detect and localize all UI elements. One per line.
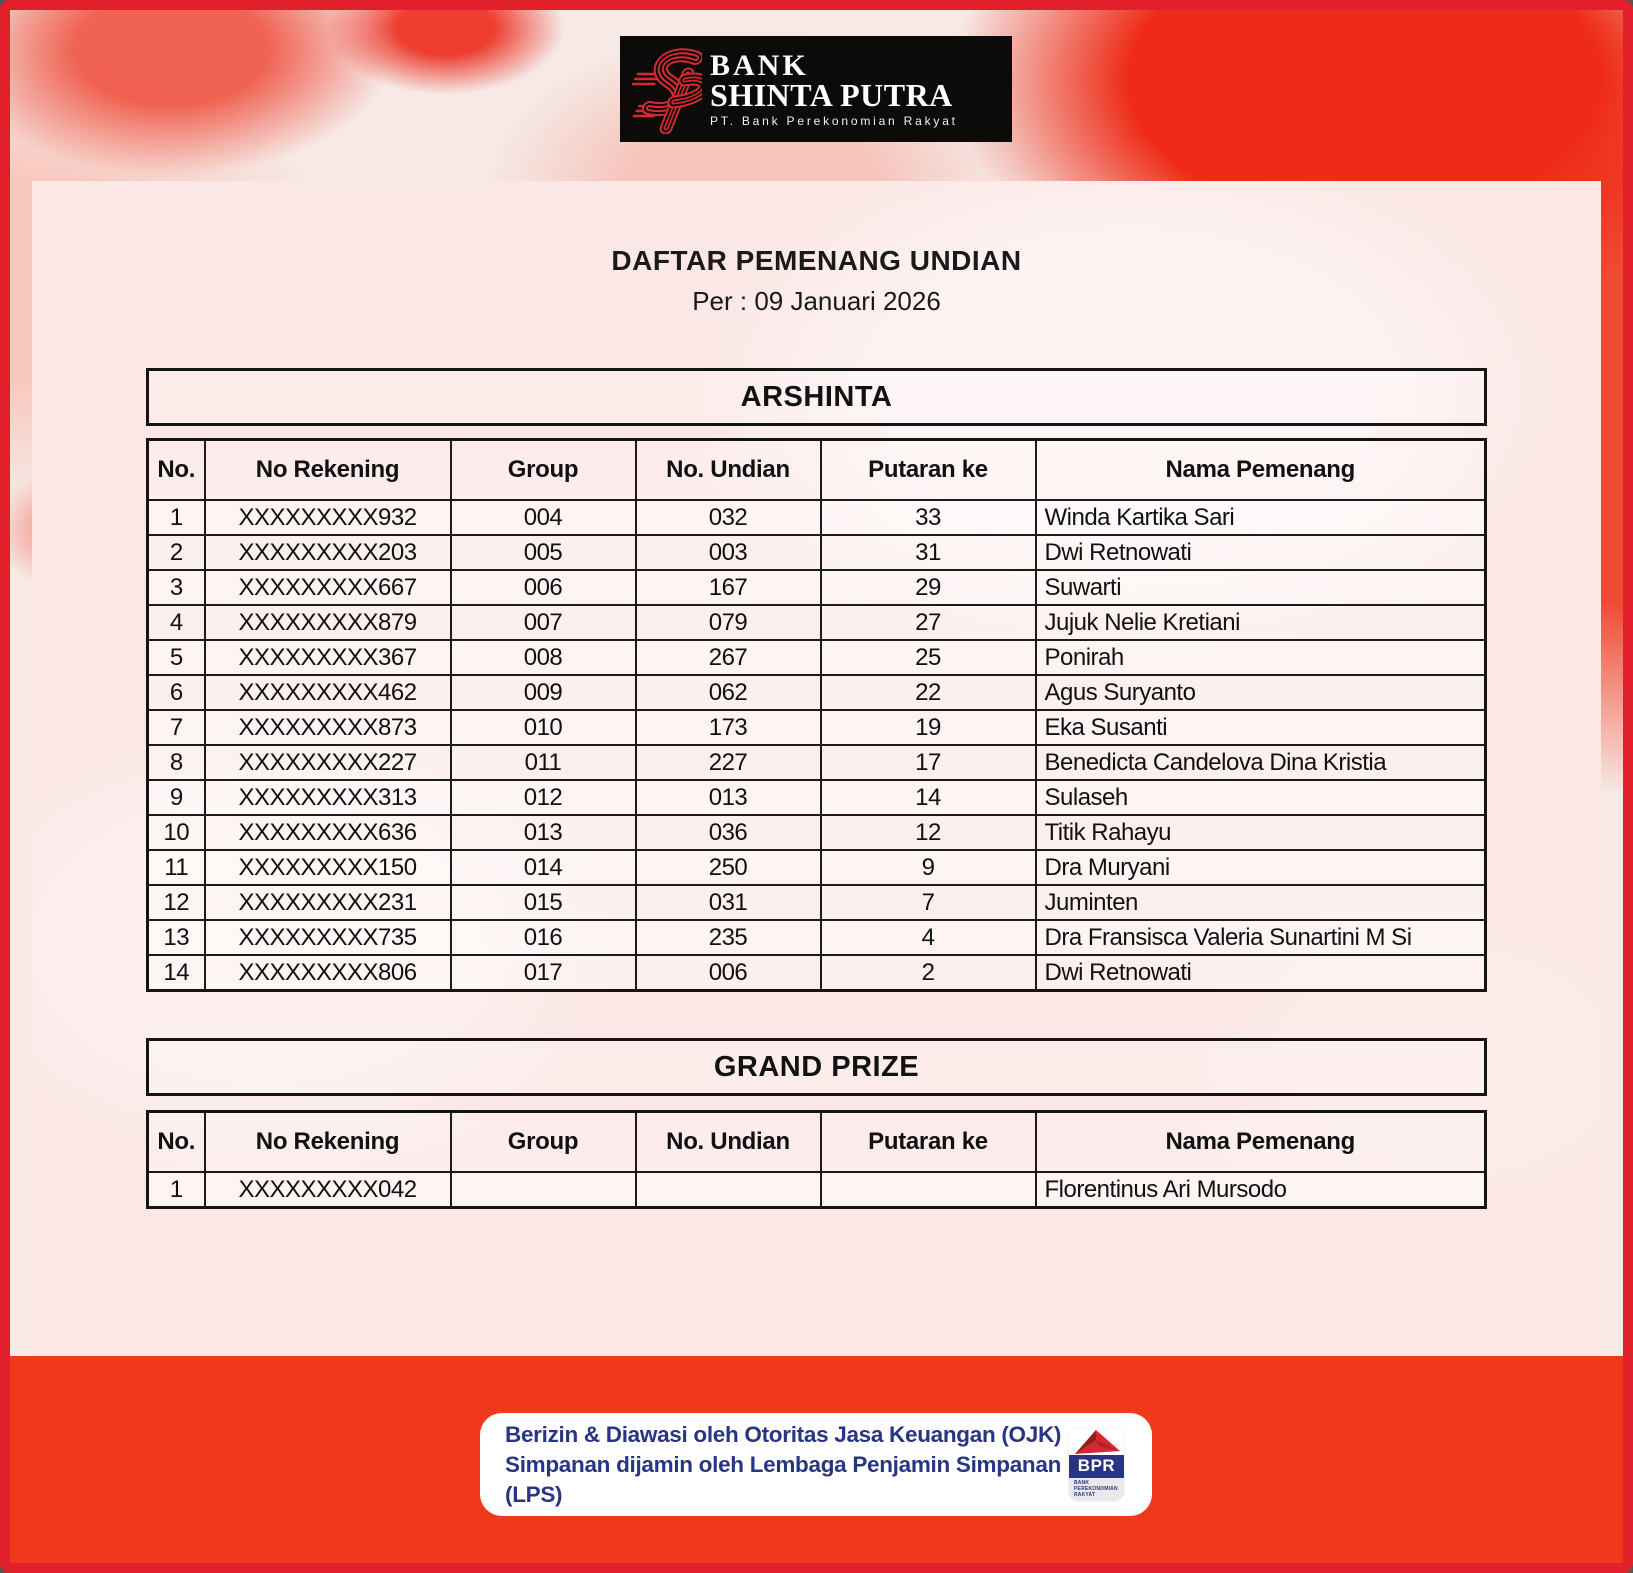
table-cell: XXXXXXXXX313 [205, 780, 451, 815]
bpr-plane-icon [1069, 1428, 1124, 1455]
table-cell: 6 [148, 675, 205, 710]
column-header: No. [148, 440, 205, 501]
table-body [148, 1172, 1486, 1208]
table-header-row [148, 440, 1486, 501]
table-cell: Agus Suryanto [1036, 675, 1486, 710]
table-cell: XXXXXXXXX879 [205, 605, 451, 640]
column-header: Putaran ke [821, 440, 1036, 501]
table-cell [636, 1172, 821, 1208]
table-cell: 004 [451, 500, 636, 535]
ojk-line: Berizin & Diawasi oleh Otoritas Jasa Keuangan (OJK) [505, 1421, 1062, 1447]
table-cell: XXXXXXXXX873 [205, 710, 451, 745]
bpr-sub-line: PEREKONOMIAN [1074, 1485, 1118, 1492]
section-title: GRAND PRIZE [713, 1050, 920, 1083]
table-cell: Suwarti [1036, 570, 1486, 605]
bank-subtitle: PT. Bank Perekonomian Rakyat [710, 113, 958, 128]
bank-name-line2: SHINTA PUTRA [710, 76, 953, 113]
table-cell: XXXXXXXXX203 [205, 535, 451, 570]
table-cell: Dra Fransisca Valeria Sunartini M Si [1036, 920, 1486, 955]
table-cell: 008 [451, 640, 636, 675]
table-cell: 009 [451, 675, 636, 710]
table-cell: 29 [821, 570, 1036, 605]
table-cell: 22 [821, 675, 1036, 710]
column-header: Group [451, 440, 636, 501]
table-cell: 4 [821, 920, 1036, 955]
table-body [148, 500, 1486, 991]
table-row [148, 675, 1486, 710]
table-row [148, 605, 1486, 640]
table-cell: XXXXXXXXX042 [205, 1172, 451, 1208]
column-header: Nama Pemenang [1036, 1112, 1486, 1173]
table-cell: XXXXXXXXX636 [205, 815, 451, 850]
table-row [148, 710, 1486, 745]
table-cell: 14 [821, 780, 1036, 815]
table-cell [821, 1172, 1036, 1208]
section-header-arshinta [146, 368, 1487, 426]
table-cell: 079 [636, 605, 821, 640]
table-cell: 005 [451, 535, 636, 570]
table-row [148, 920, 1486, 955]
table-cell: 227 [636, 745, 821, 780]
document-header [32, 245, 1601, 317]
table-row [148, 850, 1486, 885]
bpr-sub-line: RAKYAT [1074, 1491, 1096, 1498]
table-cell: 19 [821, 710, 1036, 745]
table-cell: 5 [148, 640, 205, 675]
bpr-logo [1069, 1428, 1124, 1501]
lps-line: Simpanan dijamin oleh Lembaga Penjamin Simpanan (LPS) [505, 1451, 1062, 1507]
table-cell: 3 [148, 570, 205, 605]
table-cell: 33 [821, 500, 1036, 535]
table-cell: 17 [821, 745, 1036, 780]
bpr-subtitle [1069, 1478, 1124, 1501]
table-cell: 031 [636, 885, 821, 920]
table-cell: XXXXXXXXX150 [205, 850, 451, 885]
bank-logo [620, 36, 1012, 142]
table-cell: XXXXXXXXX227 [205, 745, 451, 780]
table-cell: 31 [821, 535, 1036, 570]
table-cell: Sulaseh [1036, 780, 1486, 815]
column-header: Group [451, 1112, 636, 1173]
column-header: Nama Pemenang [1036, 440, 1486, 501]
table-cell: 12 [821, 815, 1036, 850]
column-header: No. Undian [636, 440, 821, 501]
table-cell: 013 [636, 780, 821, 815]
table-cell: 9 [821, 850, 1036, 885]
table-cell: 012 [451, 780, 636, 815]
table-cell: 8 [148, 745, 205, 780]
section-title: ARSHINTA [740, 380, 893, 413]
table-cell: 011 [451, 745, 636, 780]
table-cell: 032 [636, 500, 821, 535]
table-cell: 2 [821, 955, 1036, 991]
table-cell: 007 [451, 605, 636, 640]
table-cell: 015 [451, 885, 636, 920]
table-cell: 25 [821, 640, 1036, 675]
table-cell: XXXXXXXXX806 [205, 955, 451, 991]
table-cell: 7 [821, 885, 1036, 920]
table-cell: 1 [148, 500, 205, 535]
date-line: Per : 09 Januari 2026 [692, 286, 941, 316]
table-cell: 167 [636, 570, 821, 605]
sp-monogram-icon [632, 44, 702, 134]
column-header: No. [148, 1112, 205, 1173]
bank-logo-text [710, 48, 958, 128]
table-cell: Juminten [1036, 885, 1486, 920]
table-cell: 036 [636, 815, 821, 850]
table-cell: Florentinus Ari Mursodo [1036, 1172, 1486, 1208]
table-cell: 173 [636, 710, 821, 745]
table-row [148, 780, 1486, 815]
table-cell: 014 [451, 850, 636, 885]
table-cell: Ponirah [1036, 640, 1486, 675]
table-row [148, 1172, 1486, 1208]
table-cell: 267 [636, 640, 821, 675]
header-row [148, 1112, 1486, 1173]
table-row [148, 500, 1486, 535]
table-cell: XXXXXXXXX735 [205, 920, 451, 955]
table-cell: Titik Rahayu [1036, 815, 1486, 850]
table-cell: 1 [148, 1172, 205, 1208]
table-cell: 14 [148, 955, 205, 991]
table-header-row [148, 1112, 1486, 1173]
bank-name-line1: BANK [710, 48, 809, 82]
bpr-label: BPR [1069, 1455, 1124, 1478]
table-cell: XXXXXXXXX367 [205, 640, 451, 675]
table-cell: 235 [636, 920, 821, 955]
table-row [148, 570, 1486, 605]
table-cell: 006 [636, 955, 821, 991]
column-header: No. Undian [636, 1112, 821, 1173]
table-cell: 017 [451, 955, 636, 991]
table-row [148, 640, 1486, 675]
winners-table-arshinta [146, 438, 1487, 992]
table-cell: 006 [451, 570, 636, 605]
table-cell: 11 [148, 850, 205, 885]
table-cell: Benedicta Candelova Dina Kristia [1036, 745, 1486, 780]
table-cell: 12 [148, 885, 205, 920]
table-cell: 27 [821, 605, 1036, 640]
table-row [148, 745, 1486, 780]
column-header: No Rekening [205, 440, 451, 501]
table-cell: 250 [636, 850, 821, 885]
table-cell: 10 [148, 815, 205, 850]
table-cell: XXXXXXXXX462 [205, 675, 451, 710]
table-cell: Dwi Retnowati [1036, 955, 1486, 991]
table-cell: 016 [451, 920, 636, 955]
table-cell: Dwi Retnowati [1036, 535, 1486, 570]
table-cell: Dra Muryani [1036, 850, 1486, 885]
table-cell [451, 1172, 636, 1208]
table-cell: 7 [148, 710, 205, 745]
table-row [148, 815, 1486, 850]
bpr-sub-line: BANK [1074, 1479, 1090, 1486]
table-row [148, 955, 1486, 991]
table-cell: 2 [148, 535, 205, 570]
table-cell: XXXXXXXXX932 [205, 500, 451, 535]
regulatory-footer-card [480, 1413, 1152, 1516]
winners-table-grand-prize [146, 1110, 1487, 1209]
column-header: Putaran ke [821, 1112, 1036, 1173]
table-cell: 9 [148, 780, 205, 815]
table-row [148, 535, 1486, 570]
table-cell: 13 [148, 920, 205, 955]
table-cell: XXXXXXXXX667 [205, 570, 451, 605]
table-cell: 003 [636, 535, 821, 570]
header-row [148, 440, 1486, 501]
content-panel [32, 181, 1601, 1356]
table-cell: 013 [451, 815, 636, 850]
table-cell: Jujuk Nelie Kretiani [1036, 605, 1486, 640]
section-header-grand-prize [146, 1038, 1487, 1096]
column-header: No Rekening [205, 1112, 451, 1173]
table-cell: 010 [451, 710, 636, 745]
table-cell: Eka Susanti [1036, 710, 1486, 745]
table-cell: Winda Kartika Sari [1036, 500, 1486, 535]
table-cell: 062 [636, 675, 821, 710]
table-row [148, 885, 1486, 920]
table-cell: 4 [148, 605, 205, 640]
table-cell: XXXXXXXXX231 [205, 885, 451, 920]
regulatory-text [505, 1420, 1069, 1510]
page-title: DAFTAR PEMENANG UNDIAN [611, 245, 1022, 276]
